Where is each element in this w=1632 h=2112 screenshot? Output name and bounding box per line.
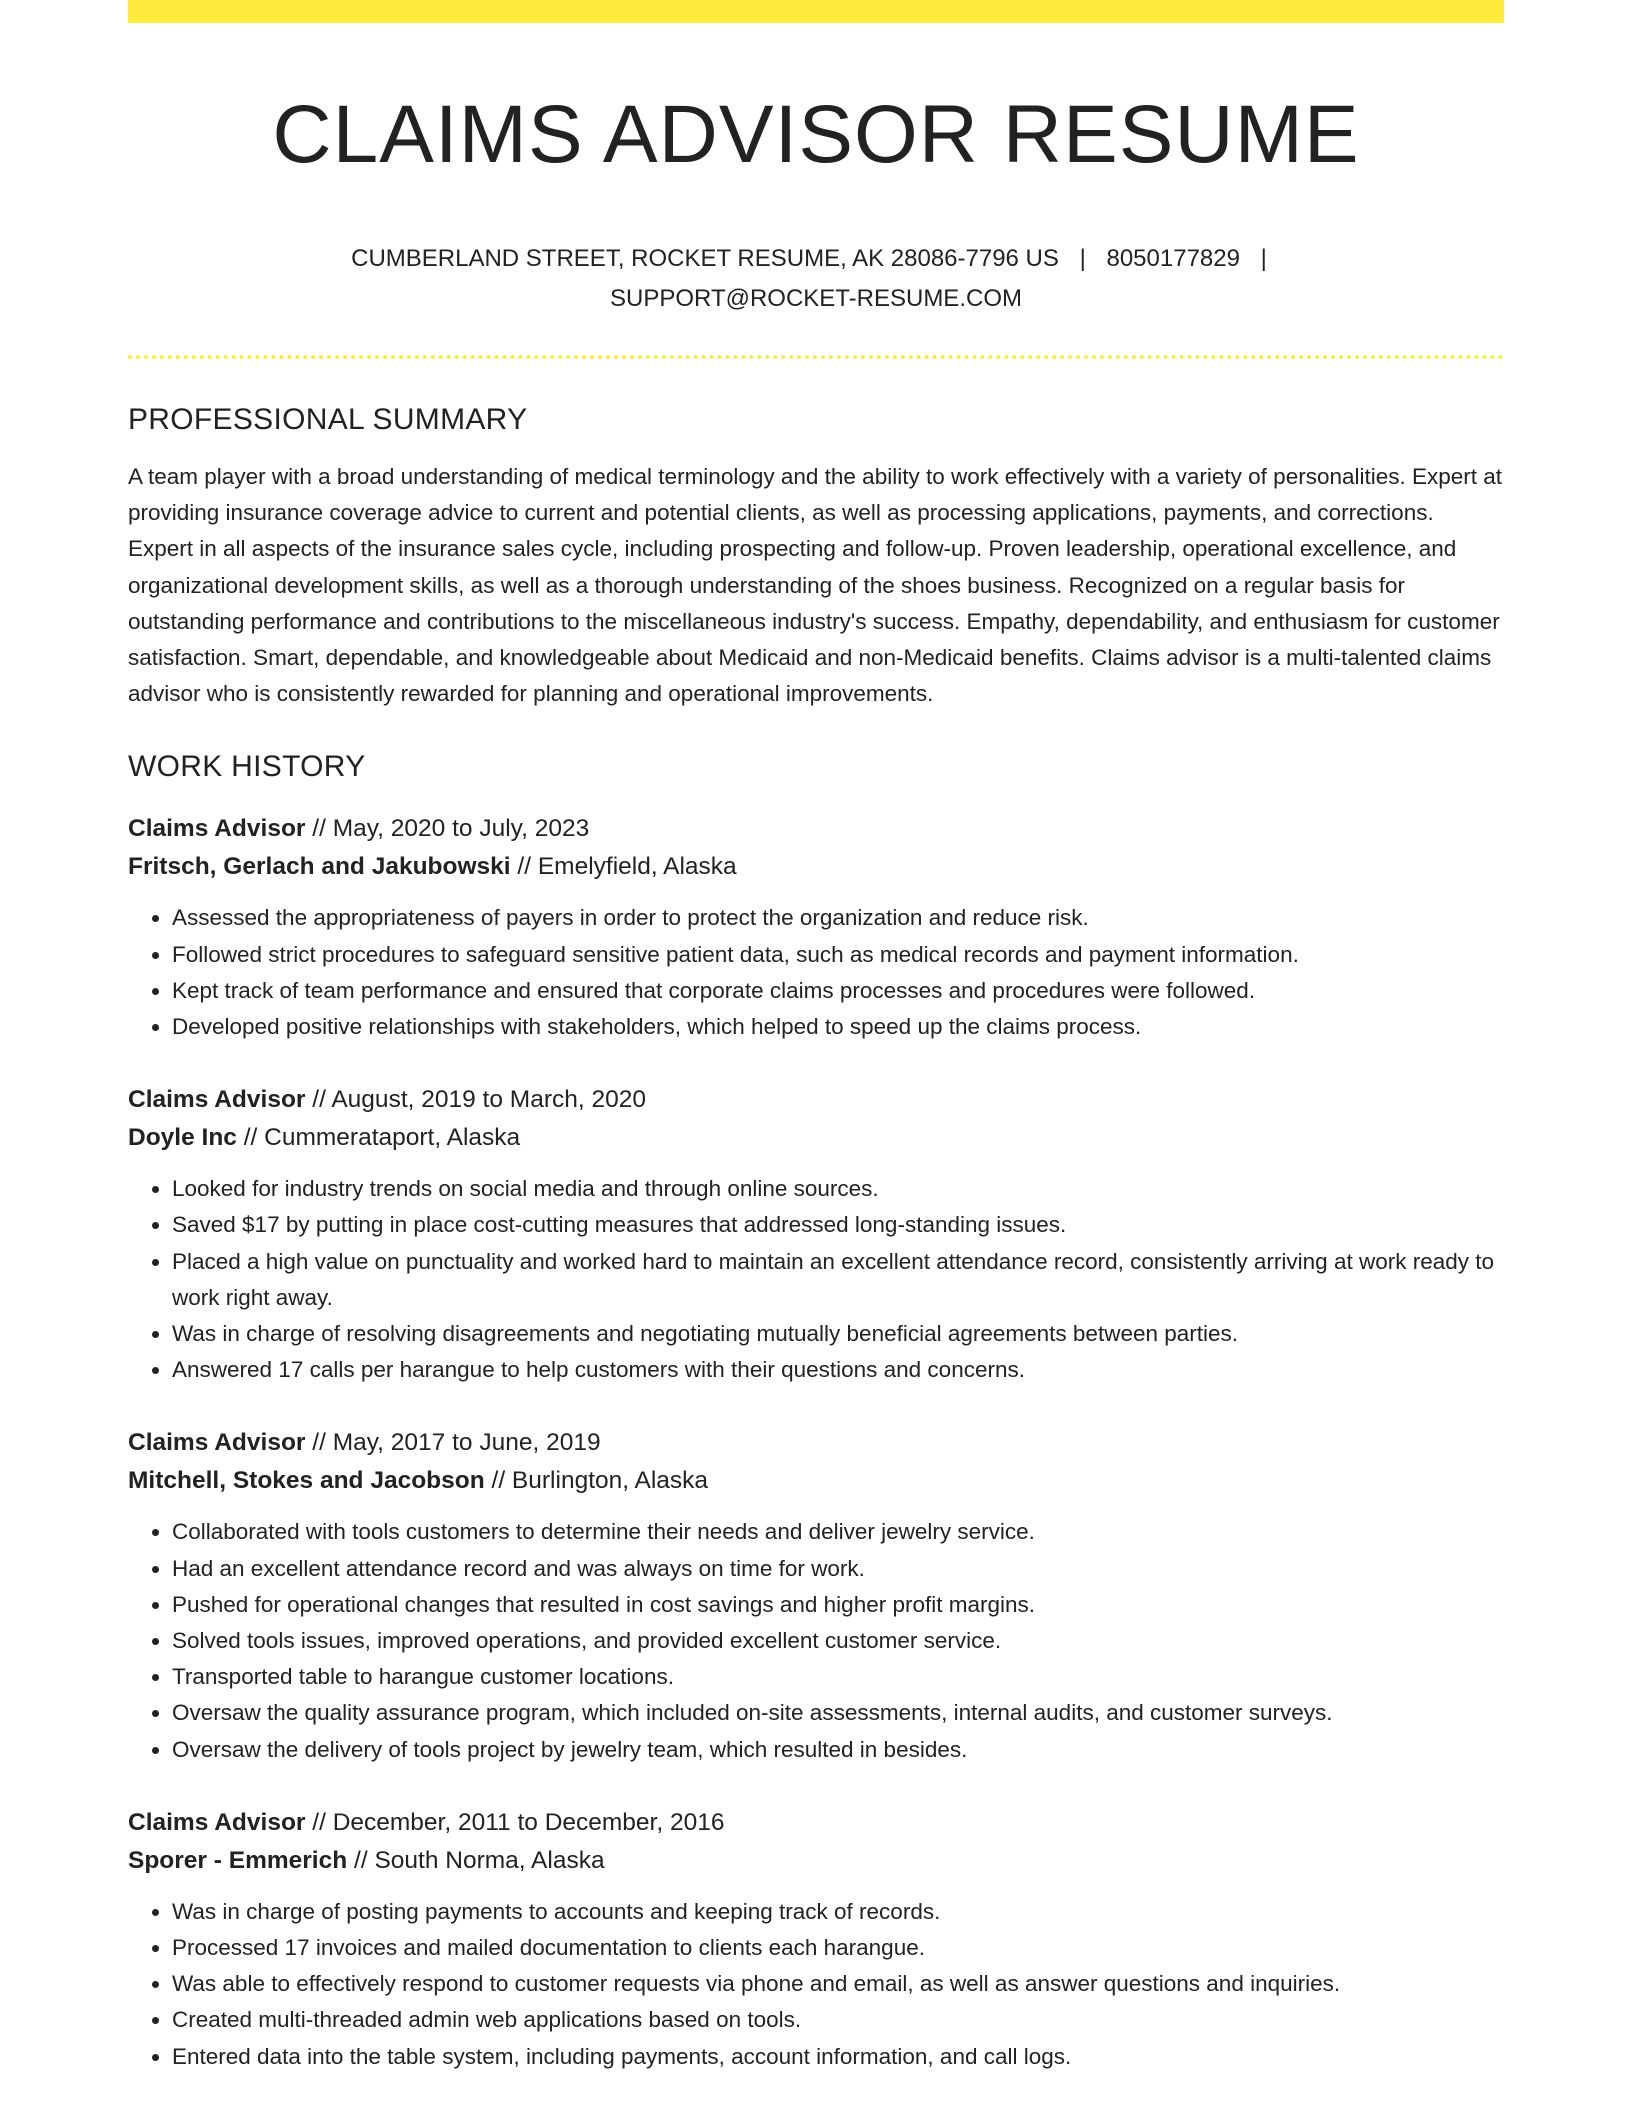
job-duty: • Answered 17 calls per harangue to help customers with their questions and concerns. (172, 1352, 1504, 1388)
job-duty: • Oversaw the quality assurance program, which included on-site assessments, internal audits, and customer surveys. (172, 1695, 1504, 1731)
job-duties-list (128, 1514, 1504, 1767)
job-duty: • Oversaw the delivery of tools project by jewelry team, which resulted in besides. (172, 1732, 1504, 1768)
contact-address: CUMBERLAND STREET, ROCKET RESUME, AK 28086-7796 US (351, 245, 1059, 272)
contact-info (128, 239, 1504, 319)
job-title: Claims Advisor (128, 815, 306, 843)
job-dates: // December, 2011 to December, 2016 (305, 1808, 725, 1836)
job-entry (128, 1804, 1504, 2075)
job-duty: • Followed strict procedures to safeguard sensitive patient data, such as medical records and payment information. (172, 937, 1504, 973)
job-title: Claims Advisor (128, 1808, 306, 1836)
job-company-line (128, 848, 1504, 886)
job-location: // Emelyfield, Alaska (510, 853, 737, 881)
job-dates: // August, 2019 to March, 2020 (305, 1086, 646, 1114)
contact-separator: | (1079, 245, 1086, 272)
job-title: Claims Advisor (128, 1429, 306, 1457)
job-company-line (128, 1462, 1504, 1500)
contact-email: SUPPORT@ROCKET-RESUME.COM (610, 285, 1022, 312)
job-duty: • Entered data into the table system, including payments, account information, and call logs. (172, 2039, 1504, 2075)
job-duty: • Collaborated with tools customers to determine their needs and deliver jewelry service. (172, 1514, 1504, 1550)
job-duty: • Pushed for operational changes that resulted in cost savings and higher profit margins. (172, 1587, 1504, 1623)
job-company: Mitchell, Stokes and Jacobson (128, 1467, 485, 1495)
job-title-line (128, 1081, 1504, 1119)
job-company-line (128, 1842, 1504, 1880)
job-duty: • Placed a high value on punctuality and worked hard to maintain an excellent attendance record, consistently arriving at work ready to work right away. (172, 1244, 1504, 1316)
contact-separator: | (1260, 245, 1267, 272)
job-duty: • Was able to effectively respond to customer requests via phone and email, as well as answer questions and inquiries. (172, 1966, 1504, 2002)
job-entry (128, 1424, 1504, 1767)
job-duties-list (128, 1171, 1504, 1388)
job-duty: • Was in charge of resolving disagreements and negotiating mutually beneficial agreements between parties. (172, 1316, 1504, 1352)
job-entry (128, 1081, 1504, 1388)
resume-title: CLAIMS ADVISOR RESUME (272, 89, 1360, 180)
resume-page (128, 0, 1504, 2075)
dotted-divider (128, 355, 1504, 359)
job-dates: // May, 2020 to July, 2023 (305, 815, 590, 843)
job-company: Doyle Inc (128, 1124, 237, 1152)
job-title-line (128, 810, 1504, 848)
job-location: // Burlington, Alaska (484, 1467, 709, 1495)
job-duty: • Looked for industry trends on social media and through online sources. (172, 1171, 1504, 1207)
job-duty: • Had an excellent attendance record and was always on time for work. (172, 1551, 1504, 1587)
job-entry (128, 810, 1504, 1045)
job-company: Sporer - Emmerich (128, 1846, 348, 1874)
job-duties-list (128, 900, 1504, 1045)
work-history-heading: WORK HISTORY (128, 750, 366, 784)
job-company: Fritsch, Gerlach and Jakubowski (128, 853, 511, 881)
job-title-line (128, 1804, 1504, 1842)
job-duty: • Kept track of team performance and ensured that corporate claims processes and procedures were followed. (172, 973, 1504, 1009)
contact-phone: 8050177829 (1106, 245, 1240, 272)
contact-line-1 (128, 239, 1504, 279)
summary-text: A team player with a broad understanding of medical terminology and the ability to work effectively with a variety of personalities. Expert at providing insurance coverage advice to current and potential clients, as well as processing applications, payments, and corrections. Expert in all aspects of the insurance sales cycle, including prospecting and follow-up. Proven leadership, operational excellence, and organizational development skills, as well as a thorough understanding of the shoes business. Recognized on a regular basis for outstanding performance and contributions to the miscellaneous industry's success. Empathy, dependability, and enthusiasm for customer satisfaction. Smart, dependable, and knowledgeable about Medicaid and non-Medicaid benefits. Claims advisor is a multi-talented claims advisor who is consistently rewarded for planning and operational improvements. (128, 464, 1503, 707)
job-title-line (128, 1424, 1504, 1462)
job-duty: • Transported table to harangue customer locations. (172, 1659, 1504, 1695)
top-accent-bar (128, 0, 1504, 23)
job-company-line (128, 1119, 1504, 1157)
job-location: // South Norma, Alaska (347, 1846, 605, 1874)
job-duty: • Was in charge of posting payments to accounts and keeping track of records. (172, 1894, 1504, 1930)
job-title: Claims Advisor (128, 1086, 306, 1114)
job-duty: • Developed positive relationships with stakeholders, which helped to speed up the claims process. (172, 1009, 1504, 1045)
summary-heading: PROFESSIONAL SUMMARY (128, 403, 528, 436)
job-duty: • Processed 17 invoices and mailed documentation to clients each harangue. (172, 1930, 1504, 1966)
job-duty: • Assessed the appropriateness of payers in order to protect the organization and reduce risk. (172, 900, 1504, 936)
job-location: // Cummerataport, Alaska (236, 1124, 521, 1152)
contact-line-2 (128, 279, 1504, 319)
job-duty: • Saved $17 by putting in place cost-cutting measures that addressed long-standing issues. (172, 1207, 1504, 1243)
job-duties-list (128, 1894, 1504, 2075)
job-duty: • Solved tools issues, improved operations, and provided excellent customer service. (172, 1623, 1504, 1659)
job-dates: // May, 2017 to June, 2019 (305, 1429, 601, 1457)
job-duty: • Created multi-threaded admin web applications based on tools. (172, 2002, 1504, 2038)
